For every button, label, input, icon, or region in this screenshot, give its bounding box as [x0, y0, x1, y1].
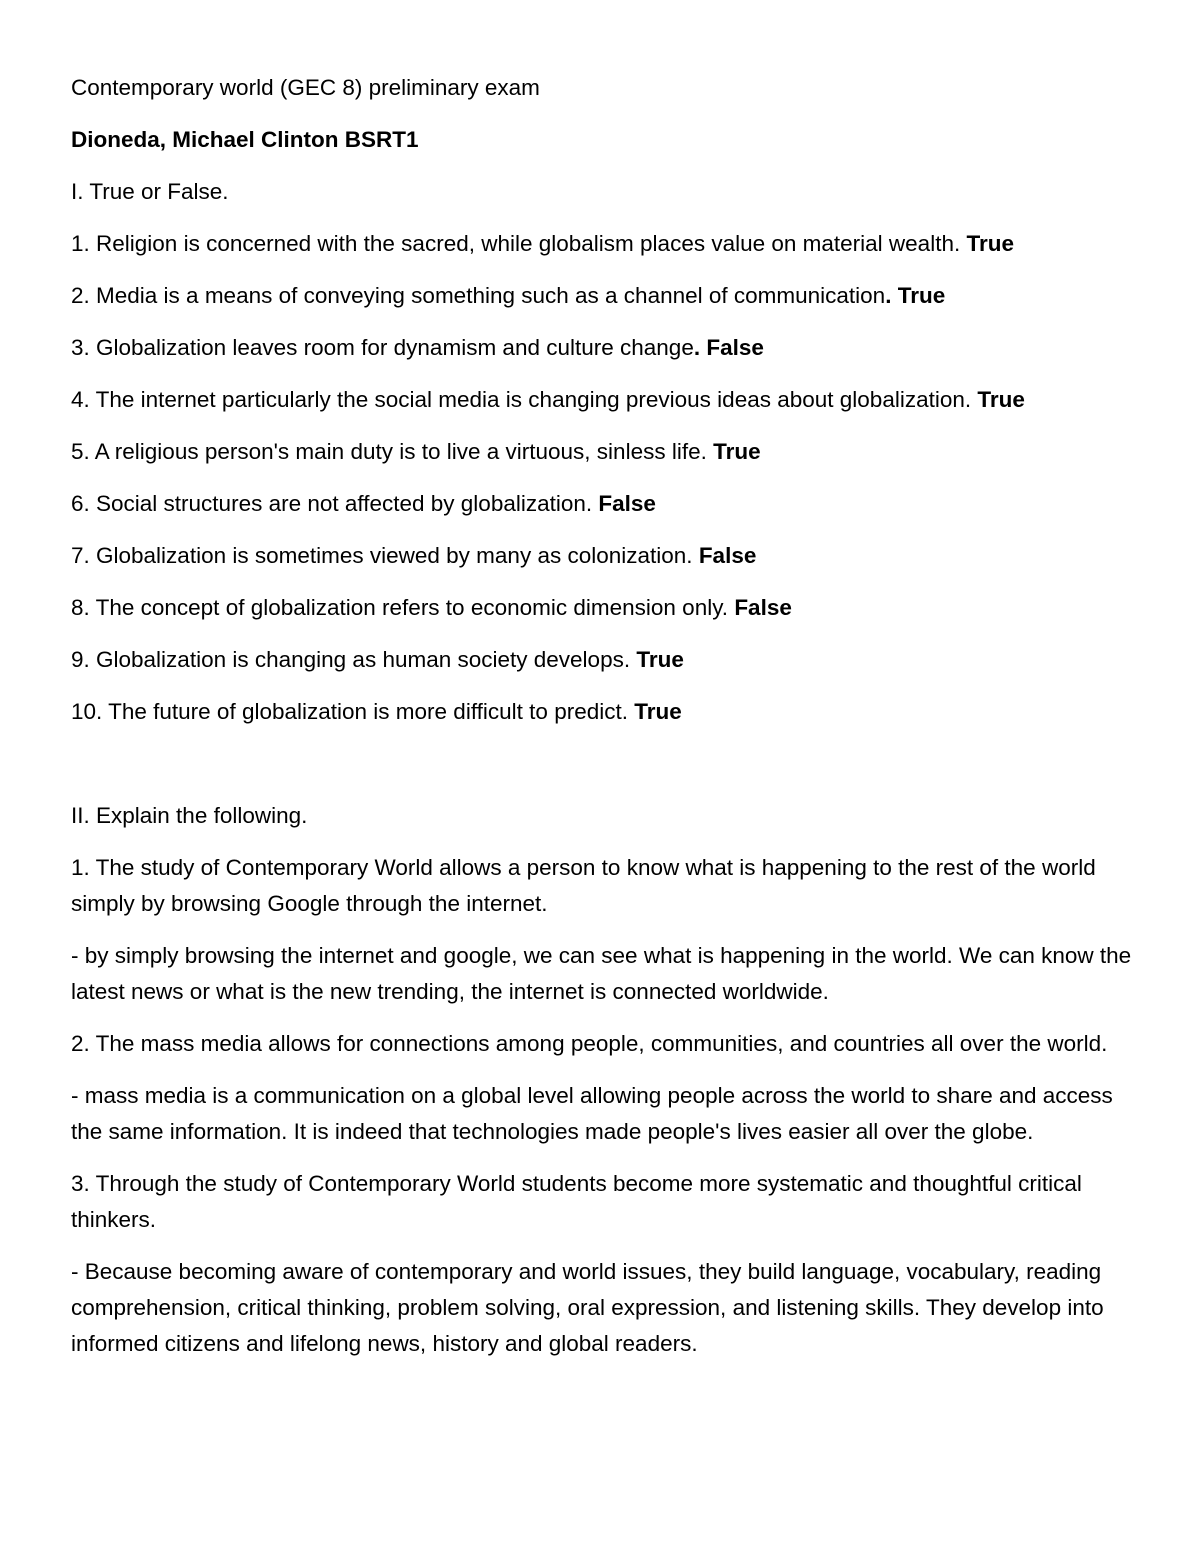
- tf-statement: 8. The concept of globalization refers to economic dimension only.: [71, 595, 729, 620]
- tf-item: [71, 590, 1141, 626]
- tf-statement: 3. Globalization leaves room for dynamism and culture change: [71, 335, 694, 360]
- essay-question: 1. The study of Contemporary World allows a person to know what is happening to the rest of the world simply by browsing Google through the internet.: [71, 855, 1096, 916]
- tf-item: [71, 434, 1141, 470]
- essay-answer: - by simply browsing the internet and google, we can see what is happening in the world. We can know the latest news or what is the new trending, the internet is connected worldwide.: [71, 943, 1132, 1004]
- tf-statement: 5. A religious person's main duty is to live a virtuous, sinless life.: [71, 439, 707, 464]
- tf-item: [71, 382, 1141, 418]
- tf-statement: 10. The future of globalization is more difficult to predict.: [71, 699, 628, 724]
- tf-answer: True: [966, 231, 1015, 256]
- tf-statement: 4. The internet particularly the social media is changing previous ideas about globalization.: [71, 387, 972, 412]
- tf-statement: 7. Globalization is sometimes viewed by many as colonization.: [71, 543, 693, 568]
- essay-question: 2. The mass media allows for connections among people, communities, and countries all over the world.: [71, 1031, 1108, 1056]
- tf-statement: 1. Religion is concerned with the sacred, while globalism places value on material wealth.: [71, 231, 961, 256]
- tf-answer: . False: [693, 335, 764, 360]
- tf-item: [71, 330, 1141, 366]
- essay-answer: - mass media is a communication on a global level allowing people across the world to share and access the same information. It is indeed that technologies made people's lives easier all over the globe.: [71, 1083, 1113, 1144]
- exam-title: Contemporary world (GEC 8) preliminary exam: [71, 75, 540, 100]
- document-page: [71, 70, 1141, 1378]
- tf-answer: True: [634, 699, 682, 724]
- tf-item: [71, 486, 1141, 522]
- tf-item: [71, 278, 1141, 314]
- essay-answer: - Because becoming aware of contemporary and world issues, they build language, vocabulary, reading comprehension, critical thinking, problem solving, oral expression, and listening skills. They develop into informed citizens and lifelong news, history and global readers.: [71, 1259, 1104, 1356]
- tf-answer: False: [734, 595, 792, 620]
- tf-item: [71, 226, 1141, 262]
- tf-answer: True: [977, 387, 1025, 412]
- student-name: Dioneda, Michael Clinton BSRT1: [71, 127, 419, 152]
- tf-answer: . True: [885, 283, 946, 308]
- tf-answer: True: [713, 439, 761, 464]
- part1-heading: I. True or False.: [71, 179, 229, 204]
- tf-answer: True: [636, 647, 684, 672]
- section-spacer: [71, 746, 1141, 798]
- tf-item: [71, 642, 1141, 678]
- part2-heading: II. Explain the following.: [71, 803, 308, 828]
- tf-item: [71, 538, 1141, 574]
- tf-answer: False: [598, 491, 656, 516]
- essay-question: 3. Through the study of Contemporary World students become more systematic and thoughtful critical thinkers.: [71, 1171, 1082, 1232]
- tf-statement: 2. Media is a means of conveying something such as a channel of communication: [71, 283, 886, 308]
- tf-statement: 9. Globalization is changing as human society develops.: [71, 647, 631, 672]
- tf-item: [71, 694, 1141, 730]
- tf-statement: 6. Social structures are not affected by globalization.: [71, 491, 593, 516]
- tf-answer: False: [698, 543, 757, 568]
